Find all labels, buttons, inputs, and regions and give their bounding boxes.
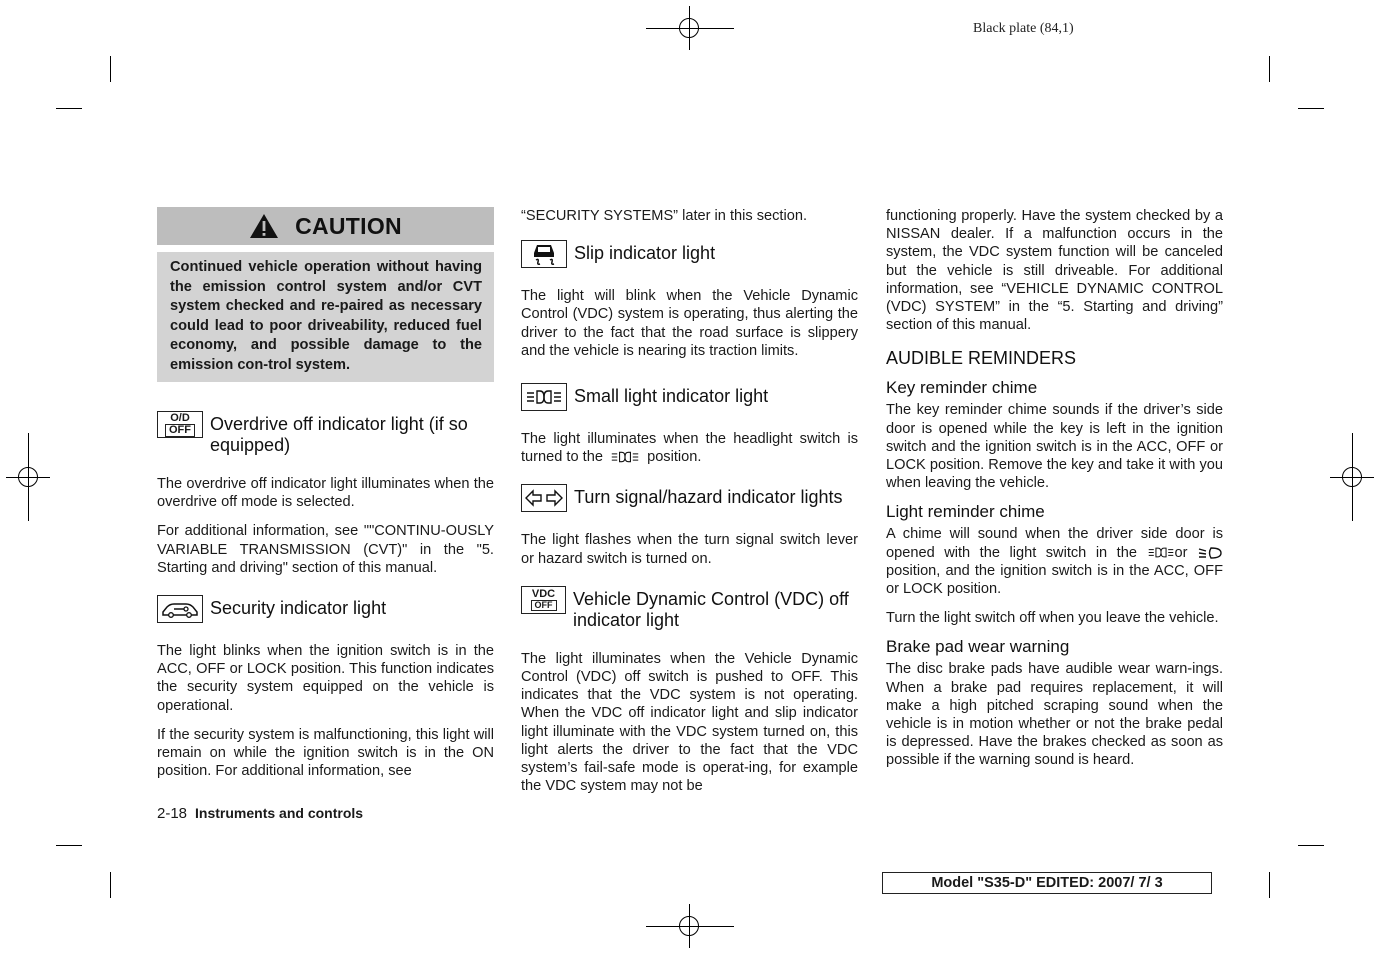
- page-footer: [157, 805, 363, 822]
- vdc-off-icon-top: VDC: [531, 588, 556, 601]
- security-section: [157, 595, 494, 623]
- slip-section: [521, 240, 858, 268]
- key-reminder-heading: Key reminder chime: [886, 378, 1038, 398]
- od-off-para-2: For additional information, see ""CONTINU-OUSLY VARIABLE TRANSMISSION (CVT)" in the "5. Starting and driving" section of this manual.: [157, 523, 494, 576]
- plate-label: Black plate (84,1): [973, 21, 1074, 36]
- small-light-inline-icon: [610, 450, 640, 464]
- turn-signal-title: Turn signal/hazard indicator lights: [574, 487, 843, 508]
- slip-title: Slip indicator light: [574, 243, 716, 264]
- light-reminder-para: [886, 525, 1223, 598]
- column-1: [157, 207, 494, 780]
- turn-signal-para: The light flashes when the turn signal switch lever or hazard switch is turned on.: [521, 532, 858, 567]
- key-reminder-para: The key reminder chime sounds if the driver’s side door is opened while the key is left in the ignition switch and the ignition switch is in the ACC, OFF or LOCK position. Remove the key and take it with you when leaving the vehicle.: [886, 402, 1223, 492]
- warning-triangle-icon: [249, 213, 279, 239]
- small-light-para: [521, 430, 858, 466]
- brake-pad-heading: Brake pad wear warning: [886, 637, 1070, 657]
- od-off-para-1: The overdrive off indicator light illuminates when the overdrive off mode is selected.: [157, 476, 494, 511]
- vdc-off-icon: [521, 586, 566, 614]
- headlight-inline-icon: [1197, 546, 1223, 560]
- caution-header: [157, 207, 494, 245]
- small-light-para-a: The light illuminates when the headlight switch is turned to the: [521, 431, 858, 466]
- light-reminder-para-a: A chime will sound when the driver side door is opened with the light switch in the: [886, 526, 1223, 561]
- small-light-para-b: position.: [647, 449, 702, 466]
- light-reminder-or: or: [1174, 544, 1188, 561]
- od-off-icon-bottom: OFF: [165, 424, 195, 437]
- column-3: [886, 207, 1223, 770]
- turn-signal-section: [521, 484, 858, 512]
- section-name: Instruments and controls: [195, 805, 364, 821]
- caution-title: CAUTION: [295, 212, 402, 239]
- col2-continuation: “SECURITY SYSTEMS” later in this section.: [521, 208, 808, 224]
- slip-para: The light will blink when the Vehicle Dynamic Control (VDC) system is operating, thus alerting the driver to the fact that the road surface is slippery and the vehicle is nearing its traction limits.: [521, 288, 858, 359]
- od-off-icon: [157, 411, 203, 438]
- small-light-icon: [521, 383, 567, 411]
- vdc-off-para: The light illuminates when the Vehicle Dynamic Control (VDC) off switch is pushed to OFF. This indicates that the VDC system is not operating. When the VDC off indicator light and slip indicator light illuminate with the VDC system turned on, this light alerts the driver to the fact that the VDC system’s fail-safe mode is operat-ing, for example the VDC system may not be: [521, 650, 858, 795]
- column-2: [521, 207, 858, 795]
- caution-text: Continued vehicle operation without having the emission control system and/or CVT system checked and re-paired as necessary could lead to poor driveability, reduced fuel economy, and possible damage to the emission con-trol system.: [157, 252, 494, 382]
- light-reminder-heading: Light reminder chime: [886, 502, 1045, 522]
- security-title: Security indicator light: [210, 598, 387, 619]
- brake-pad-para: The disc brake pads have audible wear warn-ings. When a brake pad requires replacement, it will make a high pitched scraping sound when the vehicle is in motion whether or not the brake pedal is depressed. Have the brakes checked as soon as possible if the warning sound is heard.: [886, 661, 1223, 769]
- od-off-icon-top: O/D: [170, 411, 190, 424]
- vdc-off-section: [521, 586, 858, 631]
- col3-continuation: functioning properly. Have the system checked by a NISSAN dealer. If a malfunction occurs in the system, the VDC system function will be canceled but the vehicle is still driveable. For additional information, see “VEHICLE DYNAMIC CONTROL (VDC) SYSTEM” in the “5. Starting and driving” section of this manual.: [886, 208, 1223, 334]
- small-light-inline-icon: [1147, 546, 1175, 559]
- light-reminder-para-2: Turn the light switch off when you leave the vehicle.: [886, 610, 1219, 627]
- page-number: 2-18: [157, 805, 188, 822]
- vdc-off-title: Vehicle Dynamic Control (VDC) off indicator light: [573, 588, 849, 630]
- security-para-1: The light blinks when the ignition switch is in the ACC, OFF or LOCK position. This function indicates the security system equipped on the vehicle is operational.: [157, 643, 494, 714]
- slip-car-icon: [521, 240, 567, 268]
- security-car-icon: [157, 595, 203, 623]
- security-para-2: If the security system is malfunctioning, this light will remain on while the ignition switch is in the ON position. For additional information, see: [157, 726, 494, 780]
- od-off-section: [157, 411, 494, 456]
- vdc-off-icon-bottom: OFF: [531, 600, 557, 611]
- small-light-section: [521, 383, 858, 411]
- audible-reminders-heading: AUDIBLE REMINDERS: [886, 348, 1077, 369]
- od-off-title: Overdrive off indicator light (if so equipped): [210, 414, 468, 455]
- small-light-title: Small light indicator light: [574, 386, 769, 407]
- turn-signal-arrows-icon: [521, 484, 567, 512]
- model-edit-box: Model "S35-D" EDITED: 2007/ 7/ 3: [882, 872, 1212, 894]
- light-reminder-para-b: position, and the ignition switch is in the ACC, OFF or LOCK position.: [886, 562, 1223, 598]
